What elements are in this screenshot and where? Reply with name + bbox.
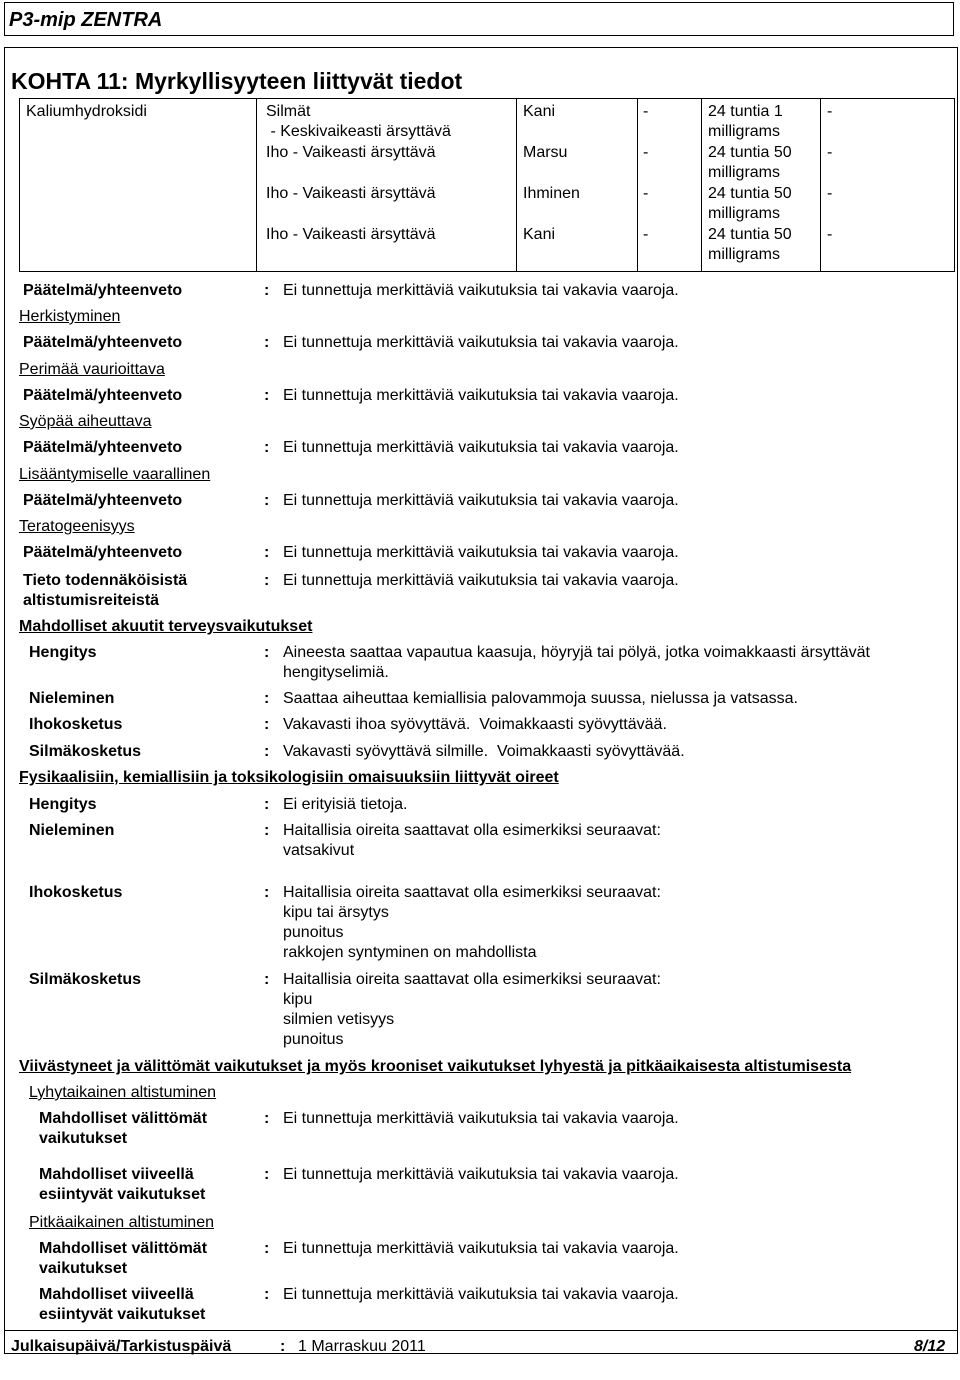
delayed-effects-label: esiintyvät vaikutukset xyxy=(39,1186,206,1203)
product-name: P3-mip ZENTRA xyxy=(9,9,163,31)
immediate-effects-label: vaikutukset xyxy=(39,1260,128,1277)
revision-date-label: Julkaisupäivä/Tarkistuspäivä xyxy=(11,1338,232,1355)
colon: : xyxy=(264,1110,270,1127)
acute-value: Saattaa aiheuttaa kemiallisia palovammoja suussa, nielussa ja vatsassa. xyxy=(283,690,798,707)
symptom-label-eye: Silmäkosketus xyxy=(29,971,142,988)
route-cell: - xyxy=(643,103,649,120)
toxicity-table xyxy=(19,98,955,272)
sensitization-heading: Herkistyminen xyxy=(19,308,121,325)
colon: : xyxy=(264,492,270,509)
route-cell: - xyxy=(643,185,649,202)
immediate-effects-label: vaikutukset xyxy=(39,1130,128,1147)
symptom-value: rakkojen syntyminen on mahdollista xyxy=(283,944,537,961)
symptom-value: Haitallisia oireita saattavat olla esimerkiksi seuraavat: xyxy=(283,822,661,839)
route-cell: - xyxy=(643,144,649,161)
footer-divider xyxy=(4,1330,958,1331)
conclusion-value: Ei tunnettuja merkittäviä vaikutuksia tai vakavia vaaroja. xyxy=(283,387,679,404)
effect-cell: Iho - Vaikeasti ärsyttävä xyxy=(266,226,436,243)
symptom-value: Ei erityisiä tietoja. xyxy=(283,796,408,813)
effects-value: Ei tunnettuja merkittäviä vaikutuksia tai vakavia vaaroja. xyxy=(283,1286,679,1303)
colon: : xyxy=(264,1240,270,1257)
page-number: 8/12 xyxy=(914,1338,946,1355)
exposure-cell: milligrams xyxy=(708,205,780,222)
effects-value: Ei tunnettuja merkittäviä vaikutuksia tai vakavia vaaroja. xyxy=(283,1166,679,1183)
colon: : xyxy=(264,544,270,561)
symptom-value: punoitus xyxy=(283,1031,344,1048)
acute-label-skin: Ihokosketus xyxy=(29,716,123,733)
immediate-effects-label: Mahdolliset välittömät xyxy=(39,1110,208,1127)
observation-cell: - xyxy=(827,185,833,202)
acute-label-ingestion: Nieleminen xyxy=(29,690,115,707)
species-cell: Marsu xyxy=(523,144,568,161)
table-divider xyxy=(516,98,517,272)
symptom-label-ingestion: Nieleminen xyxy=(29,822,115,839)
conclusion-value: Ei tunnettuja merkittäviä vaikutuksia tai vakavia vaaroja. xyxy=(283,572,679,589)
exposure-cell: milligrams xyxy=(708,123,780,140)
symptom-value: Haitallisia oireita saattavat olla esimerkiksi seuraavat: xyxy=(283,971,661,988)
symptom-value: silmien vetisyys xyxy=(283,1011,395,1028)
effects-value: Ei tunnettuja merkittäviä vaikutuksia tai vakavia vaaroja. xyxy=(283,1110,679,1127)
conclusion-label: Päätelmä/yhteenveto xyxy=(23,282,183,299)
effect-cell: - Keskivaikeasti ärsyttävä xyxy=(266,123,451,140)
colon: : xyxy=(264,884,270,901)
symptom-label-inhalation: Hengitys xyxy=(29,796,97,813)
conclusion-label: Päätelmä/yhteenveto xyxy=(23,492,183,509)
colon: : xyxy=(264,1286,270,1303)
acute-value: Vakavasti syövyttävä silmille. Voimakkaasti syövyttävää. xyxy=(283,743,685,760)
colon: : xyxy=(264,690,270,707)
conclusion-value: Ei tunnettuja merkittäviä vaikutuksia tai vakavia vaaroja. xyxy=(283,439,679,456)
product-header xyxy=(4,2,954,36)
colon: : xyxy=(264,971,270,988)
teratogenicity-heading: Teratogeenisyys xyxy=(19,518,135,535)
colon: : xyxy=(280,1338,286,1355)
exposure-cell: 24 tuntia 50 xyxy=(708,185,792,202)
delayed-effects-heading: Viivästyneet ja välittömät vaikutukset ja myös krooniset vaikutukset lyhyestä ja pitkäaikaisesta altistumisesta xyxy=(19,1058,852,1075)
table-divider xyxy=(820,98,821,272)
observation-cell: - xyxy=(827,226,833,243)
symptom-label-skin: Ihokosketus xyxy=(29,884,123,901)
delayed-effects-label: Mahdolliset viiveellä xyxy=(39,1286,194,1303)
effects-value: Ei tunnettuja merkittäviä vaikutuksia tai vakavia vaaroja. xyxy=(283,1240,679,1257)
section-title: KOHTA 11: Myrkyllisyyteen liittyvät tiedot xyxy=(11,68,463,94)
conclusion-value: Ei tunnettuja merkittäviä vaikutuksia tai vakavia vaaroja. xyxy=(283,492,679,509)
colon: : xyxy=(264,716,270,733)
immediate-effects-label: Mahdolliset välittömät xyxy=(39,1240,208,1257)
acute-effects-heading: Mahdolliset akuutit terveysvaikutukset xyxy=(19,618,313,635)
symptoms-heading: Fysikaalisiin, kemiallisiin ja toksikologisiin omaisuuksiin liittyvät oireet xyxy=(19,769,559,786)
observation-cell: - xyxy=(827,144,833,161)
exposure-cell: 24 tuntia 50 xyxy=(708,144,792,161)
substance-name: Kaliumhydroksidi xyxy=(26,103,147,120)
conclusion-value: Ei tunnettuja merkittäviä vaikutuksia tai vakavia vaaroja. xyxy=(283,334,679,351)
exposure-cell: milligrams xyxy=(708,164,780,181)
effect-cell: Iho - Vaikeasti ärsyttävä xyxy=(266,185,436,202)
observation-cell: - xyxy=(827,103,833,120)
exposure-routes-label: altistumisreiteistä xyxy=(23,592,160,609)
species-cell: Kani xyxy=(523,103,556,120)
exposure-routes-label: Tieto todennäköisistä xyxy=(23,572,188,589)
colon: : xyxy=(264,439,270,456)
symptom-value: kipu xyxy=(283,991,313,1008)
acute-value: Vakavasti ihoa syövyttävä. Voimakkaasti syövyttävää. xyxy=(283,716,667,733)
delayed-effects-label: esiintyvät vaikutukset xyxy=(39,1306,206,1323)
acute-label-inhalation: Hengitys xyxy=(29,644,97,661)
exposure-cell: 24 tuntia 50 xyxy=(708,226,792,243)
colon: : xyxy=(264,334,270,351)
effect-cell: Iho - Vaikeasti ärsyttävä xyxy=(266,144,436,161)
reproductive-heading: Lisääntymiselle vaarallinen xyxy=(19,466,211,483)
acute-value: hengityselimiä. xyxy=(283,664,389,681)
symptom-value: Haitallisia oireita saattavat olla esimerkiksi seuraavat: xyxy=(283,884,661,901)
conclusion-label: Päätelmä/yhteenveto xyxy=(23,439,183,456)
acute-label-eye: Silmäkosketus xyxy=(29,743,142,760)
carcinogenicity-heading: Syöpää aiheuttava xyxy=(19,413,152,430)
conclusion-value: Ei tunnettuja merkittäviä vaikutuksia tai vakavia vaaroja. xyxy=(283,544,679,561)
acute-value: Aineesta saattaa vapautua kaasuja, höyryjä tai pölyä, jotka voimakkaasti ärsyttävät xyxy=(283,644,870,661)
mutagenicity-heading: Perimää vaurioittava xyxy=(19,361,165,378)
colon: : xyxy=(264,644,270,661)
conclusion-label: Päätelmä/yhteenveto xyxy=(23,387,183,404)
table-divider xyxy=(637,98,638,272)
colon: : xyxy=(264,572,270,589)
colon: : xyxy=(264,1166,270,1183)
colon: : xyxy=(264,282,270,299)
colon: : xyxy=(264,822,270,839)
species-cell: Kani xyxy=(523,226,556,243)
exposure-cell: milligrams xyxy=(708,246,780,263)
revision-date-value: 1 Marraskuu 2011 xyxy=(298,1338,426,1355)
effect-cell: Silmät xyxy=(266,103,311,120)
symptom-value: vatsakivut xyxy=(283,842,355,859)
delayed-effects-label: Mahdolliset viiveellä xyxy=(39,1166,194,1183)
symptom-value: punoitus xyxy=(283,924,344,941)
colon: : xyxy=(264,387,270,404)
species-cell: Ihminen xyxy=(523,185,580,202)
symptom-value: kipu tai ärsytys xyxy=(283,904,389,921)
table-divider xyxy=(256,98,257,272)
conclusion-value: Ei tunnettuja merkittäviä vaikutuksia tai vakavia vaaroja. xyxy=(283,282,679,299)
exposure-cell: 24 tuntia 1 xyxy=(708,103,783,120)
conclusion-label: Päätelmä/yhteenveto xyxy=(23,334,183,351)
colon: : xyxy=(264,743,270,760)
table-divider xyxy=(701,98,702,272)
route-cell: - xyxy=(643,226,649,243)
long-term-heading: Pitkäaikainen altistuminen xyxy=(29,1214,214,1231)
colon: : xyxy=(264,796,270,813)
short-term-heading: Lyhytaikainen altistuminen xyxy=(29,1084,217,1101)
conclusion-label: Päätelmä/yhteenveto xyxy=(23,544,183,561)
